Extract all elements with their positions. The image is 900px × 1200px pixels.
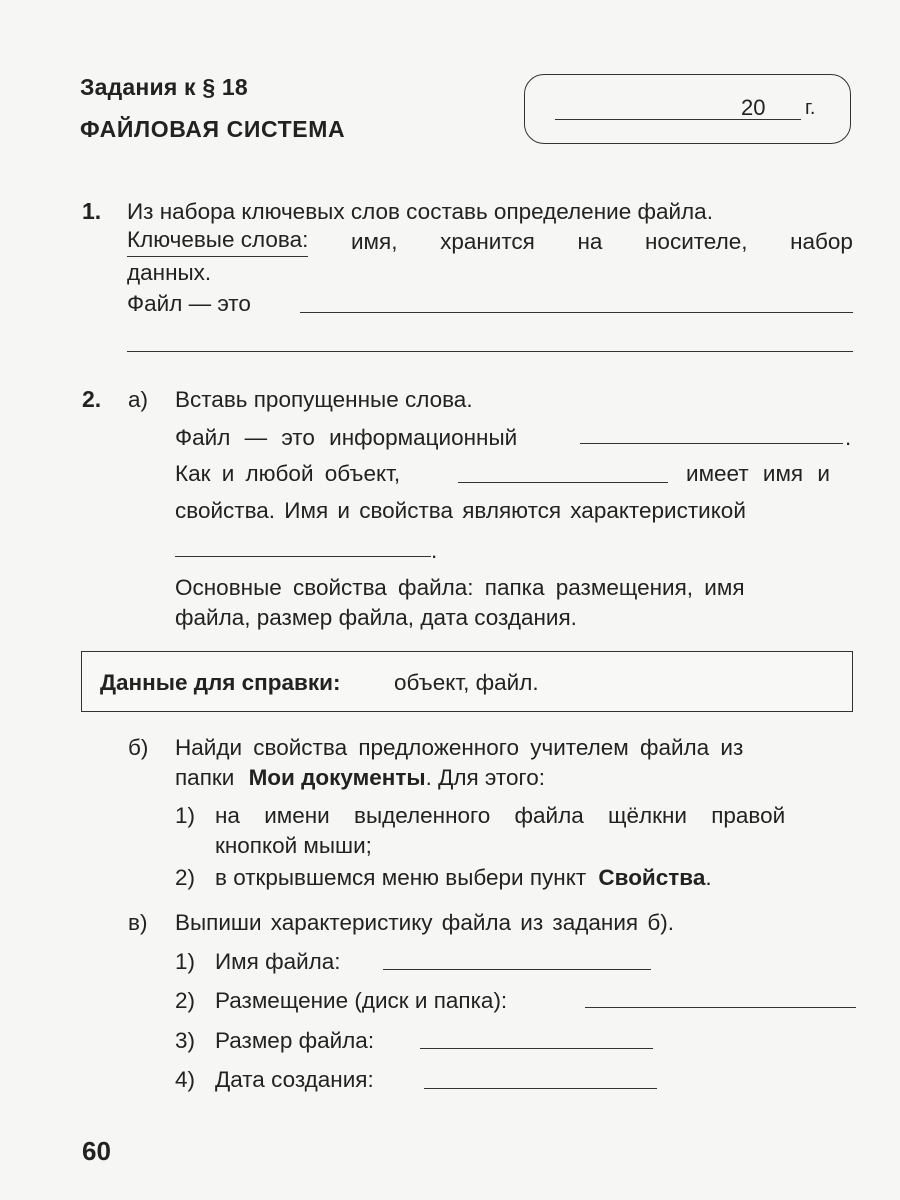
keyword: носителе,: [645, 229, 748, 254]
answer-line[interactable]: [300, 312, 853, 313]
part-c-instruction: Выпиши характеристику файла из задания б).: [175, 910, 674, 935]
file-properties-line-2: файла, размер файла, дата создания.: [175, 605, 577, 630]
my-documents-folder: Мои документы: [248, 765, 426, 790]
item-label: Размещение (диск и папка):: [215, 988, 508, 1013]
part-b-line-2-pre: папки: [175, 765, 235, 790]
answer-line[interactable]: [127, 351, 853, 352]
step-1-number: 1): [175, 803, 196, 828]
fill-in-blank[interactable]: [580, 443, 843, 444]
part-b-marker: б): [128, 735, 149, 760]
part-b-line-2-post: . Для этого:: [425, 765, 545, 790]
keyword: хранится: [440, 229, 535, 254]
task-1-text: Из набора ключевых слов составь определение файла.: [127, 199, 713, 224]
reference-text: объект, файл.: [394, 670, 539, 695]
part-b-line-2: [175, 762, 545, 793]
item-label: Размер файла:: [215, 1028, 375, 1053]
part-a-line-2-start: Как и любой объект,: [175, 461, 401, 486]
step-2-text: [215, 862, 712, 893]
task-2-number: 2.: [82, 386, 102, 412]
answer-line[interactable]: [424, 1088, 657, 1089]
keywords-label: Ключевые слова:: [127, 226, 308, 257]
task-1-file-is: Файл — это: [127, 291, 251, 316]
part-a-line-2-end: имеет имя и: [686, 461, 830, 486]
item-number: 3): [175, 1028, 196, 1053]
part-a-marker: а): [128, 387, 149, 412]
part-a-line-1: Файл — это информационный: [175, 425, 518, 450]
file-properties-line-1: Основные свойства файла: папка размещения, имя: [175, 575, 745, 600]
date-suffix: г.: [805, 97, 816, 119]
task-1-text-end: данных.: [127, 260, 212, 285]
answer-line[interactable]: [383, 969, 651, 970]
item-number: 2): [175, 988, 196, 1013]
task-1-number: 1.: [82, 198, 102, 224]
step-2-post: .: [705, 865, 712, 890]
answer-line[interactable]: [420, 1048, 653, 1049]
date-box: [524, 74, 851, 144]
step-1-line-1: на имени выделенного файла щёлкни правой: [215, 803, 786, 828]
keyword: имя,: [350, 229, 398, 254]
keyword: набор: [790, 229, 853, 254]
fill-in-blank[interactable]: [175, 556, 431, 557]
part-b-line-1: Найди свойства предложенного учителем файла из: [175, 735, 744, 760]
step-2-number: 2): [175, 865, 196, 890]
properties-menu-item: Свойства: [598, 865, 706, 890]
page-number: 60: [82, 1136, 111, 1166]
section-title: Задания к § 18: [80, 74, 248, 100]
task-1-keywords-line: [127, 226, 853, 257]
part-c-marker: в): [128, 910, 148, 935]
step-1-line-2: кнопкой мыши;: [215, 833, 372, 858]
period: .: [845, 425, 852, 450]
item-number: 1): [175, 949, 196, 974]
reference-box: [81, 651, 853, 712]
item-number: 4): [175, 1067, 196, 1092]
section-subtitle: ФАЙЛОВАЯ СИСТЕМА: [80, 116, 346, 142]
step-2-pre: в открывшемся меню выбери пункт: [215, 865, 587, 890]
part-a-line-3: свойства. Имя и свойства являются характеристикой: [175, 498, 746, 523]
period: .: [431, 538, 438, 563]
item-label: Имя файла:: [215, 949, 341, 974]
reference-label: Данные для справки:: [100, 670, 341, 695]
date-year: 20: [741, 95, 766, 120]
fill-in-blank[interactable]: [458, 482, 668, 483]
keyword: на: [577, 229, 603, 254]
item-label: Дата создания:: [215, 1067, 374, 1092]
part-a-instruction: Вставь пропущенные слова.: [175, 387, 473, 412]
answer-line[interactable]: [585, 1007, 856, 1008]
